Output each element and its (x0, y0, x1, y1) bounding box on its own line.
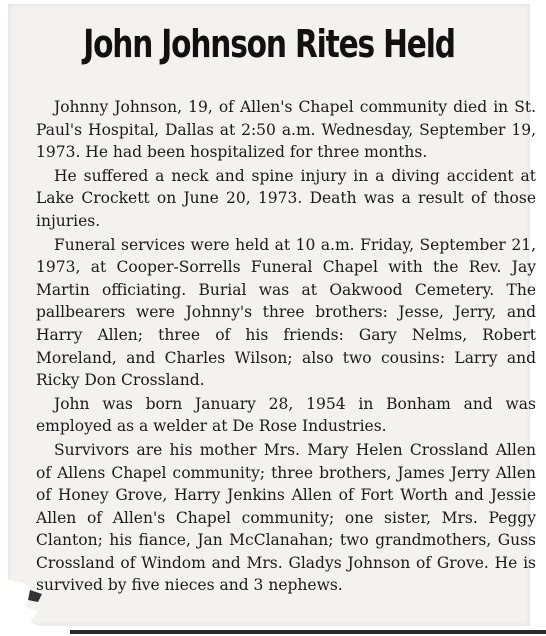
paragraph-birth: John was born January 28, 1954 in Bonham and was employed as a welder at De Rose Industries. (36, 394, 536, 436)
paragraph-injury: He suffered a neck and spine injury in a diving accident at Lake Crockett on June 20, 1973. Death was a result of those injuries. (36, 166, 536, 230)
paragraph-funeral: Funeral services were held at 10 a.m. Friday, September 21, 1973, at Cooper-Sorrells Funeral Chapel with the Rev. Jay Martin officiating. Burial was at Oakwood Cemetery. The pallbearers were Johnny's three brothers: Jesse, Jerry, and Harry Allen; three of his friends: Gary Nelms, Robert Moreland, and Charles Wilson; also two cousins: Larry and Ricky Don Crossland. (36, 235, 536, 390)
article-body (36, 96, 536, 597)
paragraph-survivors: Survivors are his mother Mrs. Mary Helen Crossland Allen of Allens Chapel community; three brothers, James Jerry Allen of Honey Grove, Harry Jenkins Allen of Fort Worth and Jessie Allen of Allen's Chapel community; one sister, Mrs. Peggy Clanton; his fiance, Jan McClanahan; two grandmothers, Guss Crossland of Windom and Mrs. Gladys Johnson of Grove. He is survived by five nieces and 3 nephews. (36, 440, 536, 595)
paragraph-death: Johnny Johnson, 19, of Allen's Chapel community died in St. Paul's Hospital, Dallas at 2:50 a.m. Wednesday, September 19, 1973. He had been hospitalized for three months. (36, 98, 536, 162)
newspaper-clipping (8, 4, 536, 626)
bottom-edge-line (70, 630, 546, 634)
torn-corner (8, 560, 68, 630)
headline: John Johnson Rites Held (83, 22, 455, 66)
